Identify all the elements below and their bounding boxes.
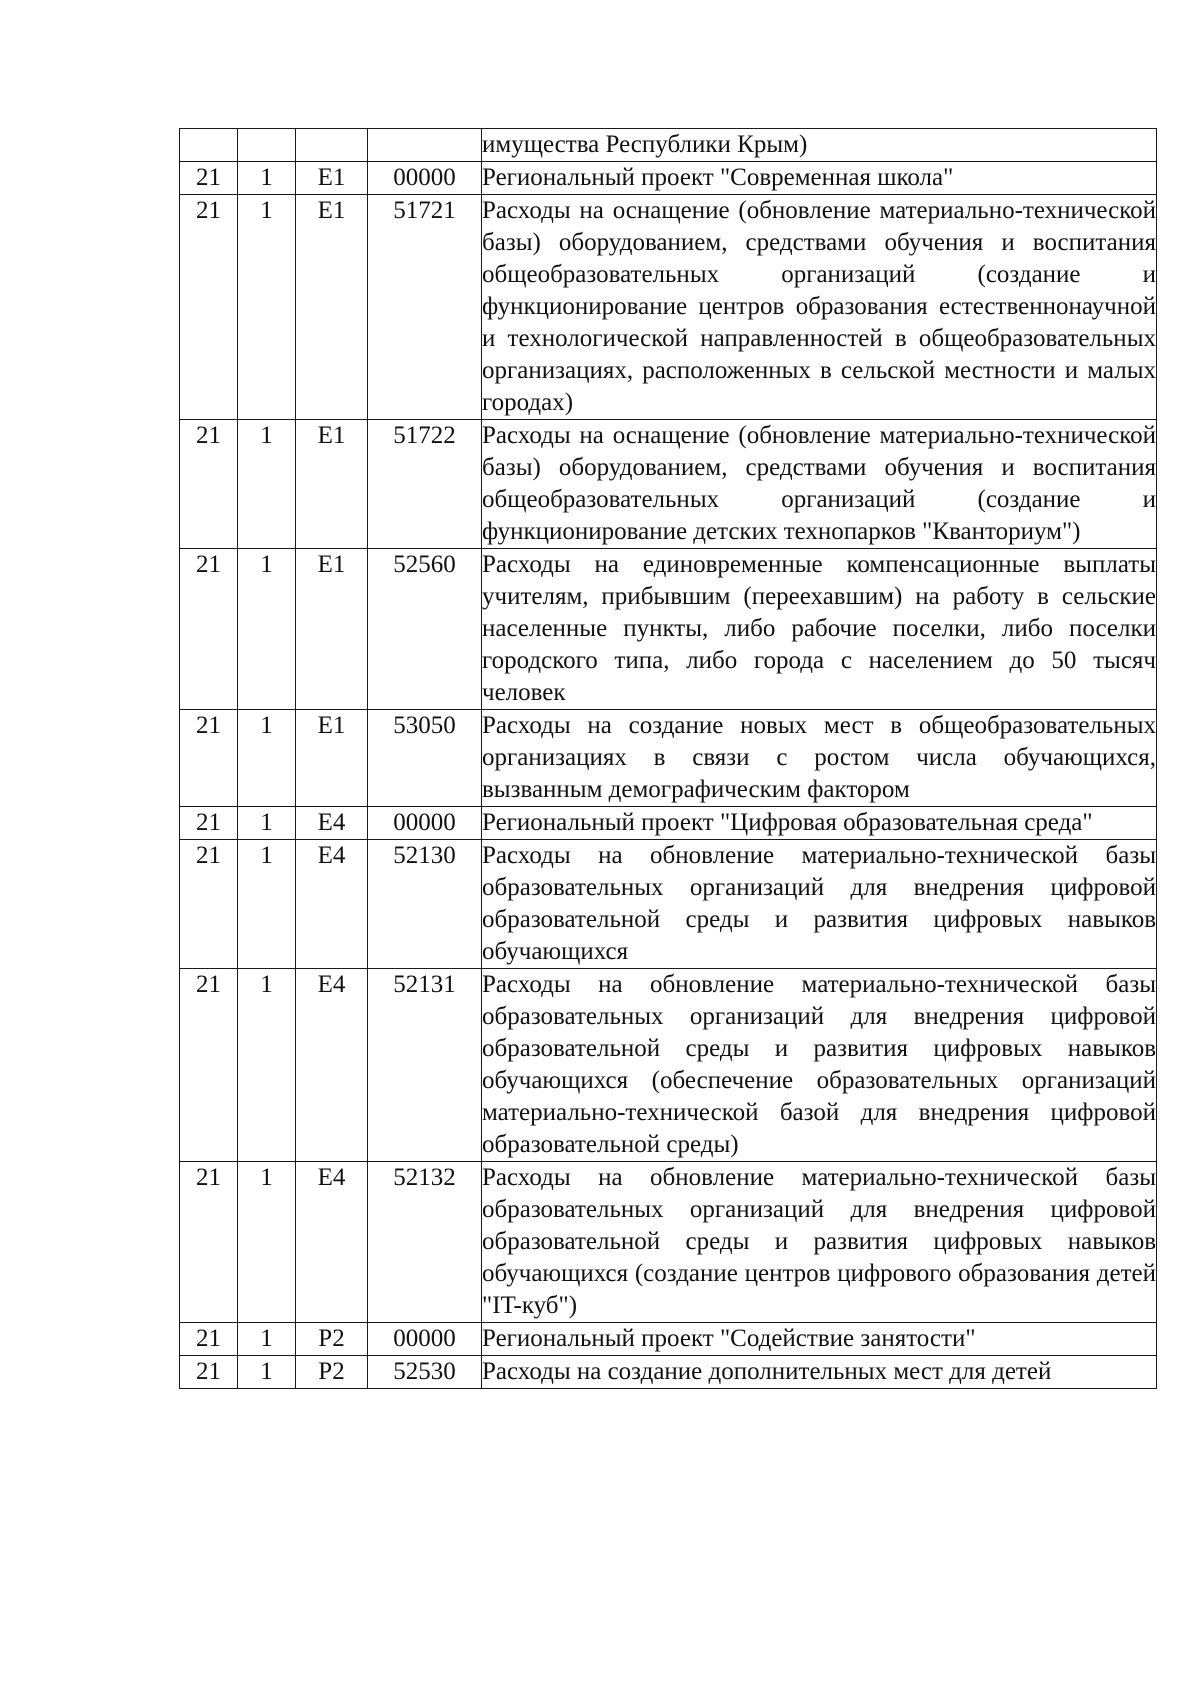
cell-code-2: 1 bbox=[238, 420, 296, 549]
table-row bbox=[180, 807, 1157, 840]
cell-description: Расходы на единовременные компенсационные выплаты учителям, прибывшим (переехавшим) на работу в сельские населенные пункты, либо рабочие поселки, либо поселки городского типа, либо города с населением до 50 тысяч человек bbox=[482, 549, 1157, 710]
cell-code-4: 52560 bbox=[368, 549, 482, 710]
cell-code-2: 1 bbox=[238, 710, 296, 807]
cell-description: имущества Республики Крым) bbox=[482, 129, 1157, 162]
cell-code-4: 52131 bbox=[368, 969, 482, 1162]
cell-description: Расходы на оснащение (обновление материально-технической базы) оборудованием, средствами обучения и воспитания общеобразовательных организаций (создание и функционирование центров образования естественнонаучной и технологической направленностей в общеобразовательных организациях, расположенных в сельской местности и малых городах) bbox=[482, 195, 1157, 420]
cell-code-2: 1 bbox=[238, 1356, 296, 1389]
cell-code-4: 53050 bbox=[368, 710, 482, 807]
cell-code-3: E1 bbox=[296, 549, 368, 710]
cell-code-2: 1 bbox=[238, 840, 296, 969]
cell-code-4: 00000 bbox=[368, 162, 482, 195]
cell-code-3: E4 bbox=[296, 840, 368, 969]
cell-code-1: 21 bbox=[180, 840, 238, 969]
cell-code-1: 21 bbox=[180, 710, 238, 807]
cell-code-1: 21 bbox=[180, 420, 238, 549]
cell-code-2: 1 bbox=[238, 969, 296, 1162]
table-row bbox=[180, 840, 1157, 969]
cell-code-4: 00000 bbox=[368, 1323, 482, 1356]
cell-description: Расходы на обновление материально-технической базы образовательных организаций для внедрения цифровой образовательной среды и развития цифровых навыков обучающихся (создание центров цифрового образования детей "IT-куб") bbox=[482, 1162, 1157, 1323]
cell-code-1: 21 bbox=[180, 1162, 238, 1323]
cell-description: Расходы на оснащение (обновление материально-технической базы) оборудованием, средствами обучения и воспитания общеобразовательных организаций (создание и функционирование детских технопарков "Кванториум") bbox=[482, 420, 1157, 549]
cell-description: Расходы на создание новых мест в общеобразовательных организациях в связи с ростом числа обучающихся, вызванным демографическим фактором bbox=[482, 710, 1157, 807]
cell-code-4: 52130 bbox=[368, 840, 482, 969]
cell-code-3 bbox=[296, 129, 368, 162]
cell-description: Расходы на обновление материально-технической базы образовательных организаций для внедрения цифровой образовательной среды и развития цифровых навыков обучающихся bbox=[482, 840, 1157, 969]
cell-code-1: 21 bbox=[180, 195, 238, 420]
cell-code-2 bbox=[238, 129, 296, 162]
cell-code-3: P2 bbox=[296, 1356, 368, 1389]
cell-code-3: E4 bbox=[296, 1162, 368, 1323]
cell-code-2: 1 bbox=[238, 1162, 296, 1323]
cell-code-3: E1 bbox=[296, 195, 368, 420]
cell-code-3: E4 bbox=[296, 969, 368, 1162]
table-row bbox=[180, 1356, 1157, 1389]
cell-code-3: E4 bbox=[296, 807, 368, 840]
cell-code-3: E1 bbox=[296, 162, 368, 195]
table-row bbox=[180, 1162, 1157, 1323]
cell-code-1 bbox=[180, 129, 238, 162]
cell-code-4: 52530 bbox=[368, 1356, 482, 1389]
cell-code-2: 1 bbox=[238, 807, 296, 840]
cell-code-4: 51722 bbox=[368, 420, 482, 549]
cell-code-3: E1 bbox=[296, 710, 368, 807]
cell-description: Расходы на создание дополнительных мест для детей bbox=[482, 1356, 1157, 1389]
cell-code-3: E1 bbox=[296, 420, 368, 549]
cell-code-4 bbox=[368, 129, 482, 162]
cell-code-1: 21 bbox=[180, 1356, 238, 1389]
table-row bbox=[180, 549, 1157, 710]
cell-description: Расходы на обновление материально-технической базы образовательных организаций для внедрения цифровой образовательной среды и развития цифровых навыков обучающихся (обеспечение образовательных организаций материально-технической базой для внедрения цифровой образовательной среды) bbox=[482, 969, 1157, 1162]
cell-code-3: P2 bbox=[296, 1323, 368, 1356]
cell-code-2: 1 bbox=[238, 549, 296, 710]
table-row bbox=[180, 1323, 1157, 1356]
cell-code-1: 21 bbox=[180, 1323, 238, 1356]
cell-code-1: 21 bbox=[180, 969, 238, 1162]
cell-code-2: 1 bbox=[238, 1323, 296, 1356]
cell-description: Региональный проект "Современная школа" bbox=[482, 162, 1157, 195]
cell-code-2: 1 bbox=[238, 195, 296, 420]
cell-description: Региональный проект "Цифровая образовательная среда" bbox=[482, 807, 1157, 840]
table-row bbox=[180, 969, 1157, 1162]
cell-code-4: 00000 bbox=[368, 807, 482, 840]
cell-code-2: 1 bbox=[238, 162, 296, 195]
table-row bbox=[180, 129, 1157, 162]
budget-codes-table bbox=[179, 128, 1157, 1389]
cell-code-1: 21 bbox=[180, 162, 238, 195]
cell-code-4: 52132 bbox=[368, 1162, 482, 1323]
budget-codes-body bbox=[180, 129, 1157, 1389]
table-row bbox=[180, 195, 1157, 420]
cell-code-1: 21 bbox=[180, 549, 238, 710]
cell-description: Региональный проект "Содействие занятости" bbox=[482, 1323, 1157, 1356]
table-row bbox=[180, 710, 1157, 807]
table-row bbox=[180, 162, 1157, 195]
table-row bbox=[180, 420, 1157, 549]
cell-code-1: 21 bbox=[180, 807, 238, 840]
cell-code-4: 51721 bbox=[368, 195, 482, 420]
